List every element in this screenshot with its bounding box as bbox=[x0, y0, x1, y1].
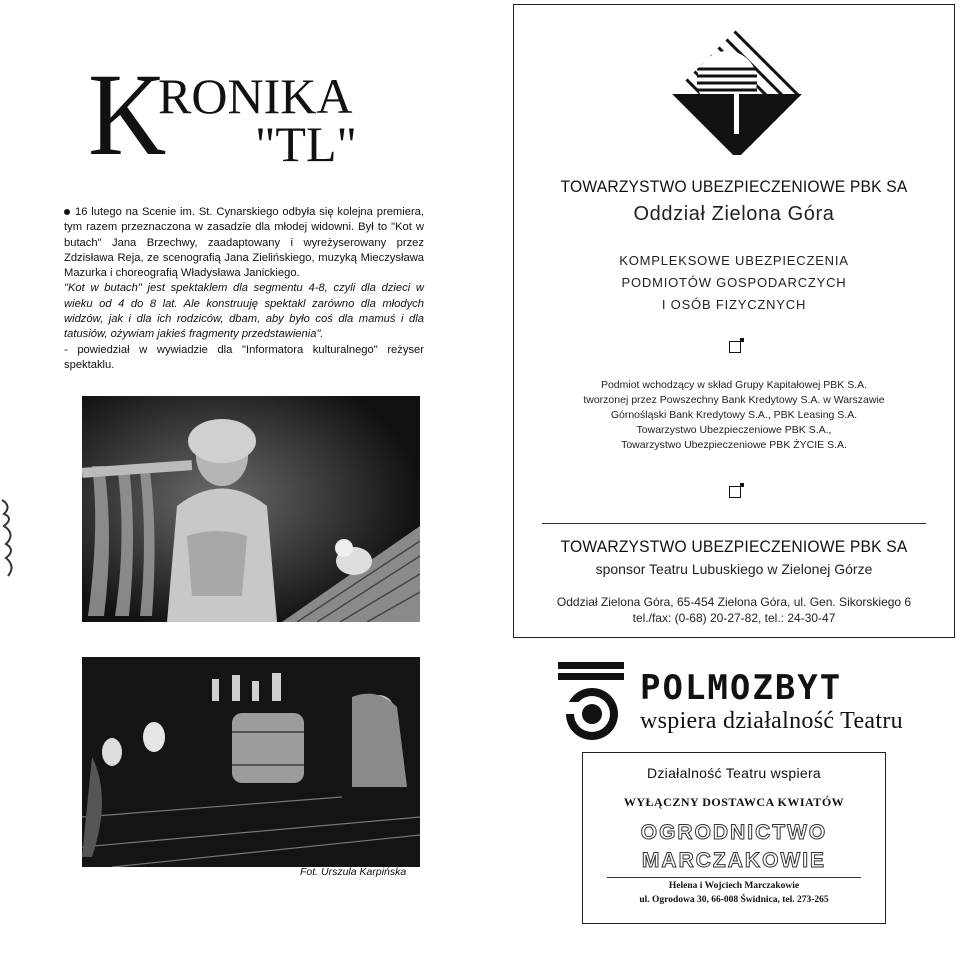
article-quote: "Kot w butach" jest spektaklem dla segmentu 4-8, czyli dla dzieci w wieku od 4 do 8 lat. Ale konstruuję spektakl zarówno dla młodych widzów, jak i dla ich rodziców, dbam, aby było coś dla mamuś i dla tatusiów, ożywiam jakieś fragmenty przedstawienia". bbox=[64, 282, 424, 341]
polmozbyt-tagline: wspiera działalność Teatru bbox=[640, 708, 903, 734]
pbk-offer-line: PODMIOTÓW GOSPODARCZYCH bbox=[621, 275, 847, 290]
article-paragraph-1: 16 lutego na Scenie im. St. Cynarskiego odbyła się kolejna premiera, tym razem przeznaczona w zasadzie dla młodej widowni. Był to "Kot w butach" Jana Brzechwy, zaadaptowany i wyreżyserowany przez Zdzisława Reja, ze scenografią Jana Zielińskiego, muzyką Mieczysława Mazurka i choreografią Władysława Janickiego. bbox=[64, 206, 424, 280]
photo-performance-2 bbox=[82, 657, 420, 867]
pbk-group-line: Towarzystwo Ubezpieczeniowe PBK ŻYCIE S.A. bbox=[621, 439, 847, 451]
florist-intro: Działalność Teatru wspiera bbox=[646, 765, 822, 781]
florist-owners: Helena i Wojciech Marczakowie bbox=[668, 881, 800, 891]
pbk-company-name: TOWARZYSTWO UBEZPIECZENIOWE PBK SA bbox=[560, 177, 908, 196]
divider bbox=[542, 523, 926, 524]
article-paragraph-3: - powiedział w wywiadzie dla "Informatora kulturalnego" reżyser spektaklu. bbox=[64, 343, 424, 371]
pbk-company-name-2: TOWARZYSTWO UBEZPIECZENIOWE PBK SA bbox=[560, 537, 908, 556]
pbk-offer-line: I OSÓB FIZYCZNYCH bbox=[661, 297, 807, 312]
photo-performance-1 bbox=[82, 396, 420, 622]
heading-title: RONIKA bbox=[158, 68, 353, 124]
florist-heading: WYŁĄCZNY DOSTAWCA KWIATÓW bbox=[623, 795, 845, 809]
heading-subtitle: "TL" bbox=[255, 116, 357, 172]
pbk-group-line: Towarzystwo Ubezpieczeniowe PBK S.A., bbox=[636, 424, 832, 436]
florist-name-1: OGRODNICTWO bbox=[640, 821, 828, 844]
margin-scribble bbox=[0, 498, 16, 584]
pbk-branch: Oddział Zielona Góra bbox=[633, 203, 835, 225]
pbk-group-line: Podmiot wchodzący w skład Grupy Kapitałowej PBK S.A. bbox=[600, 379, 868, 391]
photo-caption: Fot. Urszula Karpińska bbox=[300, 866, 407, 878]
pbk-advertisement bbox=[513, 4, 955, 638]
polmozbyt-name: POLMOZBYT bbox=[640, 668, 843, 708]
bullet-icon bbox=[64, 209, 70, 215]
pbk-group-line: Górnośląski Bank Kredytowy S.A., PBK Leasing S.A. bbox=[610, 409, 858, 421]
pbk-logo-icon bbox=[672, 29, 802, 155]
square-bullet-icon bbox=[729, 341, 741, 353]
pbk-sponsor: sponsor Teatru Lubuskiego w Zielonej Górze bbox=[595, 561, 873, 577]
florist-advertisement bbox=[582, 752, 886, 924]
polmozbyt-logo-icon bbox=[556, 658, 632, 744]
florist-name-2: MARCZAKOWIE bbox=[641, 849, 827, 872]
article-body bbox=[64, 205, 424, 373]
square-bullet-icon bbox=[729, 486, 741, 498]
pbk-offer-line: KOMPLEKSOWE UBEZPIECZENIA bbox=[619, 253, 849, 268]
florist-address: ul. Ogrodowa 30, 66-008 Świdnica, tel. 273-265 bbox=[639, 895, 829, 905]
divider bbox=[607, 877, 861, 878]
pbk-group-line: tworzonej przez Powszechny Bank Kredytowy S.A. w Warszawie bbox=[583, 394, 885, 406]
pbk-address: Oddział Zielona Góra, 65-454 Zielona Góra, ul. Gen. Sikorskiego 6 bbox=[556, 595, 912, 609]
heading-letter-k: K bbox=[88, 49, 165, 180]
pbk-phone: tel./fax: (0-68) 20-27-82, tel.: 24-30-47 bbox=[632, 611, 836, 625]
